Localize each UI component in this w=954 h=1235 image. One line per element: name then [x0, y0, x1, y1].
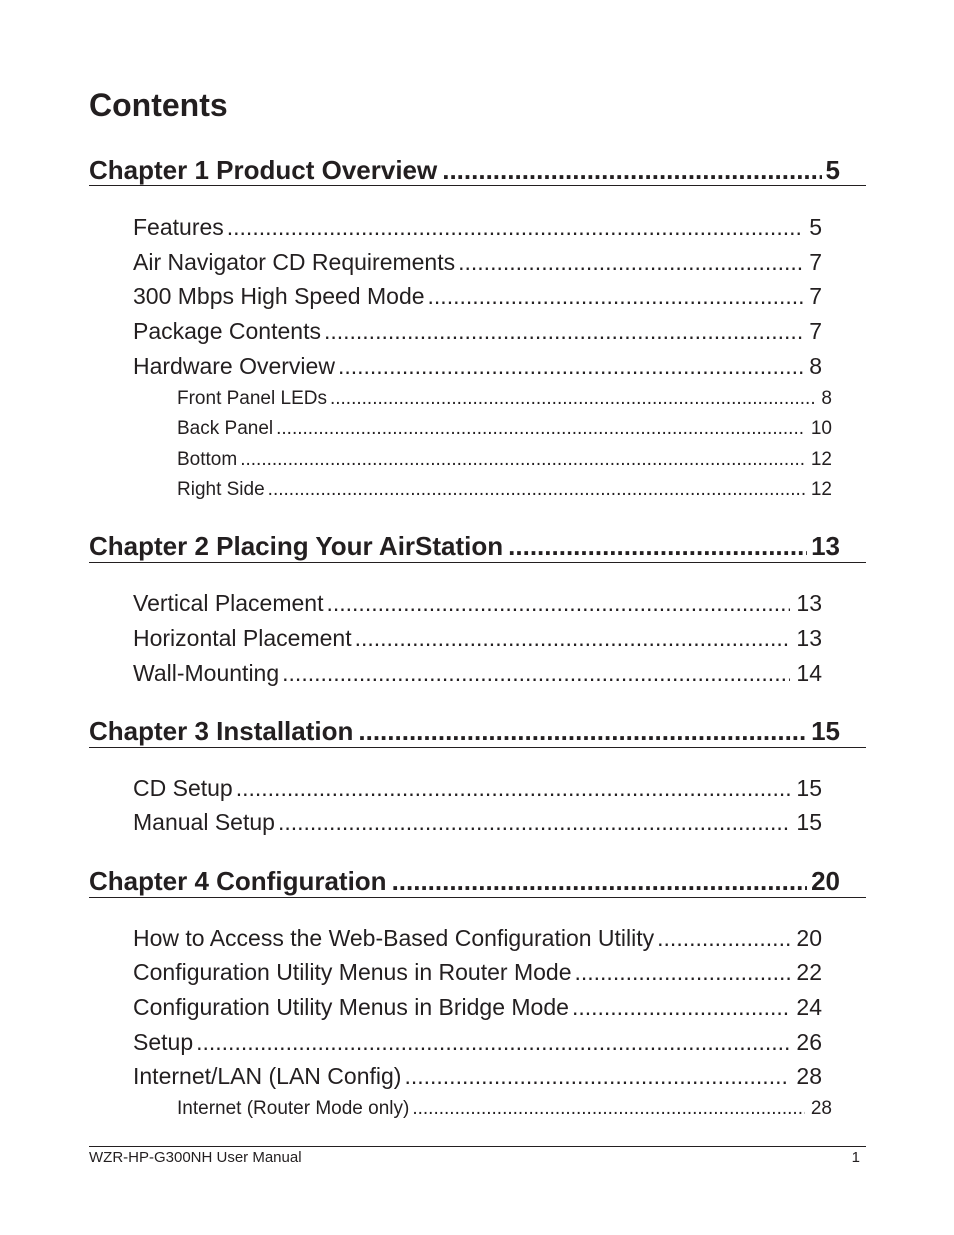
toc-page-number: 7	[809, 249, 822, 275]
toc-entry-menus-bridge-mode[interactable]	[133, 992, 822, 1022]
toc-entry-package-contents[interactable]	[133, 316, 822, 346]
toc-page-number: 28	[796, 1063, 822, 1089]
toc-entry-features[interactable]	[133, 212, 822, 242]
toc-entry-horizontal-placement[interactable]	[133, 623, 822, 653]
toc-entry-air-navigator-cd-requirements[interactable]	[133, 247, 822, 277]
toc-page-number: 8	[809, 353, 822, 379]
toc-page-number: 7	[809, 283, 822, 309]
toc-entry-internet-lan[interactable]	[133, 1061, 822, 1091]
toc-entry-label: CD Setup	[133, 775, 233, 801]
toc-page-number: 22	[796, 959, 822, 985]
toc-entry-label: Internet (Router Mode only)	[177, 1098, 410, 1119]
toc-subentry-right-side[interactable]	[177, 477, 832, 503]
toc-page-number: 10	[810, 418, 832, 439]
toc-entry-label: Wall-Mounting	[133, 660, 280, 686]
toc-page-number: 20	[811, 866, 840, 896]
toc-entry-label: Vertical Placement	[133, 590, 324, 616]
toc-entry-label: Internet/LAN (LAN Config)	[133, 1063, 402, 1089]
toc-page-number: 12	[810, 479, 832, 500]
toc-chapter-2[interactable]	[89, 529, 840, 563]
toc-subentry-back-panel[interactable]	[177, 416, 832, 442]
chapter-divider	[89, 747, 866, 748]
toc-page-number: 26	[796, 1029, 822, 1055]
toc-entry-label: Setup	[133, 1029, 194, 1055]
toc-entry-access-web-config[interactable]	[133, 923, 822, 953]
toc-entry-setup[interactable]	[133, 1027, 822, 1057]
toc-entry-label: Features	[133, 214, 224, 240]
toc-page-number: 13	[811, 531, 840, 561]
toc-entry-label: Manual Setup	[133, 809, 275, 835]
toc-entry-cd-setup[interactable]	[133, 773, 822, 803]
toc-entry-label: Configuration Utility Menus in Bridge Mode	[133, 994, 569, 1020]
toc-page-number: 15	[811, 716, 840, 746]
toc-entry-wall-mounting[interactable]	[133, 658, 822, 688]
toc-entry-label: Hardware Overview	[133, 353, 335, 379]
toc-subentry-bottom[interactable]	[177, 447, 832, 473]
toc-chapter-label: Chapter 2 Placing Your AirStation	[89, 531, 504, 561]
toc-chapter-label: Chapter 3 Installation	[89, 716, 354, 746]
toc-entry-menus-router-mode[interactable]	[133, 957, 822, 987]
toc-subentry-internet-router-mode[interactable]	[177, 1096, 832, 1122]
toc-entry-high-speed-mode[interactable]	[133, 281, 822, 311]
footer-page-number: 1	[851, 1149, 860, 1166]
toc-page-number: 13	[796, 590, 822, 616]
toc-entry-label: Air Navigator CD Requirements	[133, 249, 456, 275]
toc-entry-label: 300 Mbps High Speed Mode	[133, 283, 425, 309]
toc-entry-label: Back Panel	[177, 418, 274, 439]
chapter-divider	[89, 897, 866, 898]
toc-page-number: 15	[796, 775, 822, 801]
toc-entry-label: Horizontal Placement	[133, 625, 352, 651]
chapter-divider	[89, 185, 866, 186]
toc-chapter-1[interactable]	[89, 153, 840, 187]
toc-page-number: 12	[810, 449, 832, 470]
toc-subentry-front-panel-leds[interactable]	[177, 386, 832, 412]
toc-entry-label: Front Panel LEDs	[177, 388, 327, 409]
toc-page-number: 8	[821, 388, 832, 409]
toc-page-number: 28	[810, 1098, 832, 1119]
toc-page-number: 7	[809, 318, 822, 344]
toc-entry-manual-setup[interactable]	[133, 807, 822, 837]
toc-entry-hardware-overview[interactable]	[133, 351, 822, 381]
toc-entry-label: How to Access the Web-Based Configuration Utility	[133, 925, 655, 951]
toc-entry-label: Package Contents	[133, 318, 321, 344]
toc-page-number: 5	[825, 155, 840, 185]
toc-page-number: 20	[796, 925, 822, 951]
toc-entry-vertical-placement[interactable]	[133, 588, 822, 618]
toc-page-number: 13	[796, 625, 822, 651]
toc-entry-label: Configuration Utility Menus in Router Mode	[133, 959, 572, 985]
toc-entry-label: Right Side	[177, 479, 265, 500]
toc-chapter-3[interactable]	[89, 714, 840, 748]
toc-page-number: 15	[796, 809, 822, 835]
toc-chapter-4[interactable]	[89, 864, 840, 898]
toc-chapter-label: Chapter 4 Configuration	[89, 866, 387, 896]
chapter-divider	[89, 562, 866, 563]
footer-manual-title: WZR-HP-G300NH User Manual	[89, 1149, 302, 1166]
toc-chapter-label: Chapter 1 Product Overview	[89, 155, 438, 185]
page-title: Contents	[89, 87, 228, 123]
toc-page-number: 24	[796, 994, 822, 1020]
toc-page-number: 5	[809, 214, 822, 240]
footer-divider	[89, 1146, 866, 1147]
toc-entry-label: Bottom	[177, 449, 238, 470]
toc-page-number: 14	[796, 660, 822, 686]
